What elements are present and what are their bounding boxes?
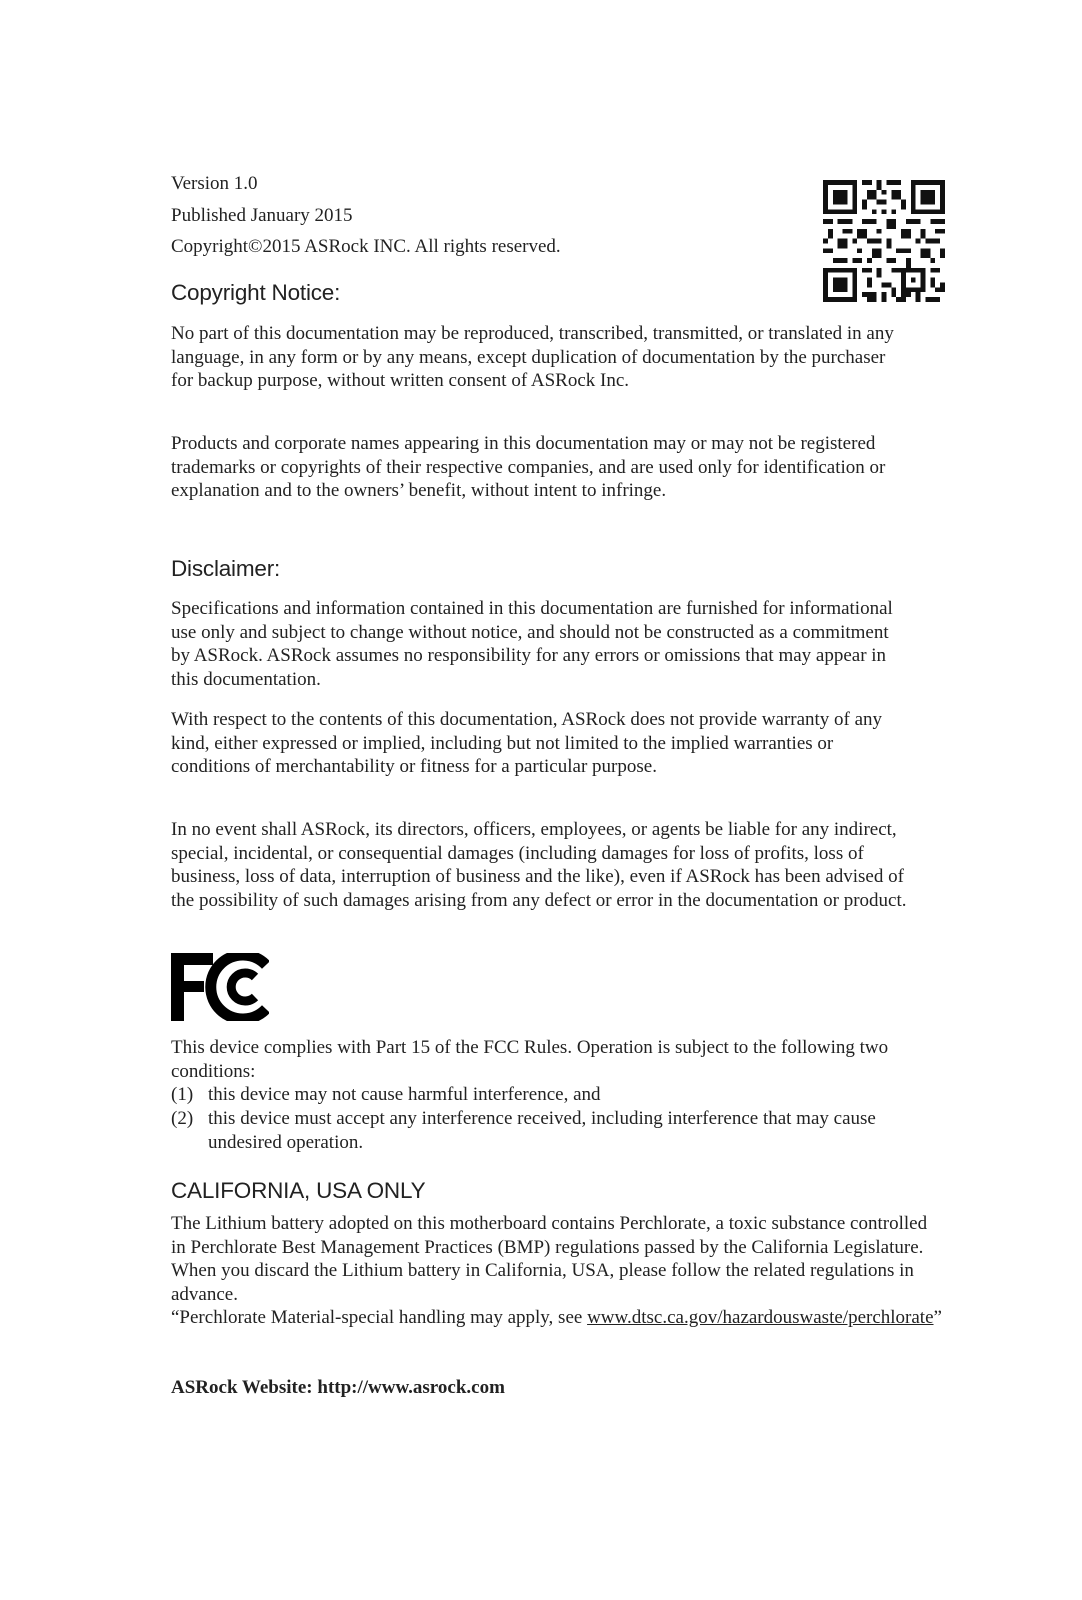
- document-meta: [171, 168, 771, 263]
- quote-prefix: “Perchlorate Material-special handling may apply, see: [171, 1307, 588, 1328]
- quote-suffix: ”: [933, 1307, 942, 1328]
- condition-number: (2): [171, 1108, 194, 1129]
- qr-code-icon: [823, 180, 945, 302]
- condition-text: this device may not cause harmful interference, and: [208, 1084, 601, 1105]
- fcc-statement: This device complies with Part 15 of the FCC Rules. Operation is subject to the following two conditions:: [171, 1037, 889, 1082]
- published-date: Published January 2015: [171, 204, 353, 226]
- version-text: Version 1.0: [171, 173, 258, 194]
- disclaimer-heading: Disclaimer:: [171, 556, 281, 581]
- condition-number: (1): [171, 1084, 194, 1105]
- condition-text: this device must accept any interference received, including interference that may cause undesired operation.: [208, 1108, 876, 1153]
- california-heading: CALIFORNIA, USA ONLY: [171, 1178, 426, 1203]
- copyright-line: Copyright©2015 ASRock INC. All rights reserved.: [171, 236, 561, 257]
- disclaimer-paragraph-1: Specifications and information contained in this documentation are furnished for informational use only and subject to change without notice, and should not be constructed as a commitment by ASRock. ASRock assumes no responsibility for any errors or omissions that may appear in this documentation.: [171, 598, 893, 690]
- fcc-logo-icon: [171, 953, 269, 1021]
- disclaimer-paragraph-3: In no event shall ASRock, its directors, officers, employees, or agents be liable for any indirect, special, incidental, or consequential damages (including damages for loss of profits, loss of business, loss of data, interruption of business and the like), even if ASRock has been advised of the possibility of such damages arising from any defect or error in the documentation or product.: [171, 819, 907, 911]
- asrock-website: ASRock Website: http://www.asrock.com: [171, 1377, 505, 1398]
- disclaimer-paragraph-2: With respect to the contents of this documentation, ASRock does not provide warranty of any kind, either expressed or implied, including but not limited to the implied warranties or conditions of merchantability or fitness for a particular purpose.: [171, 709, 883, 777]
- california-paragraph: The Lithium battery adopted on this motherboard contains Perchlorate, a toxic substance controlled in Perchlorate Best Management Practices (BMP) regulations passed by the California Legislature. When you discard the Lithium battery in California, USA, please follow the related regulations in advance.: [171, 1213, 928, 1305]
- copyright-notice-heading: Copyright Notice:: [171, 280, 341, 305]
- copyright-paragraph-1: No part of this documentation may be reproduced, transcribed, transmitted, or translated in any language, in any form or by any means, except duplication of documentation by the purchaser for backup purpose, without written consent of ASRock Inc.: [171, 323, 894, 391]
- perchlorate-link[interactable]: www.dtsc.ca.gov/hazardouswaste/perchlorate: [587, 1307, 934, 1328]
- perchlorate-quote: [171, 1306, 946, 1330]
- copyright-paragraph-2: Products and corporate names appearing in this documentation may or may not be registered trademarks or copyrights of their respective companies, and are used only for identification or explanation and to the owners’ benefit, without intent to infringe.: [171, 433, 886, 501]
